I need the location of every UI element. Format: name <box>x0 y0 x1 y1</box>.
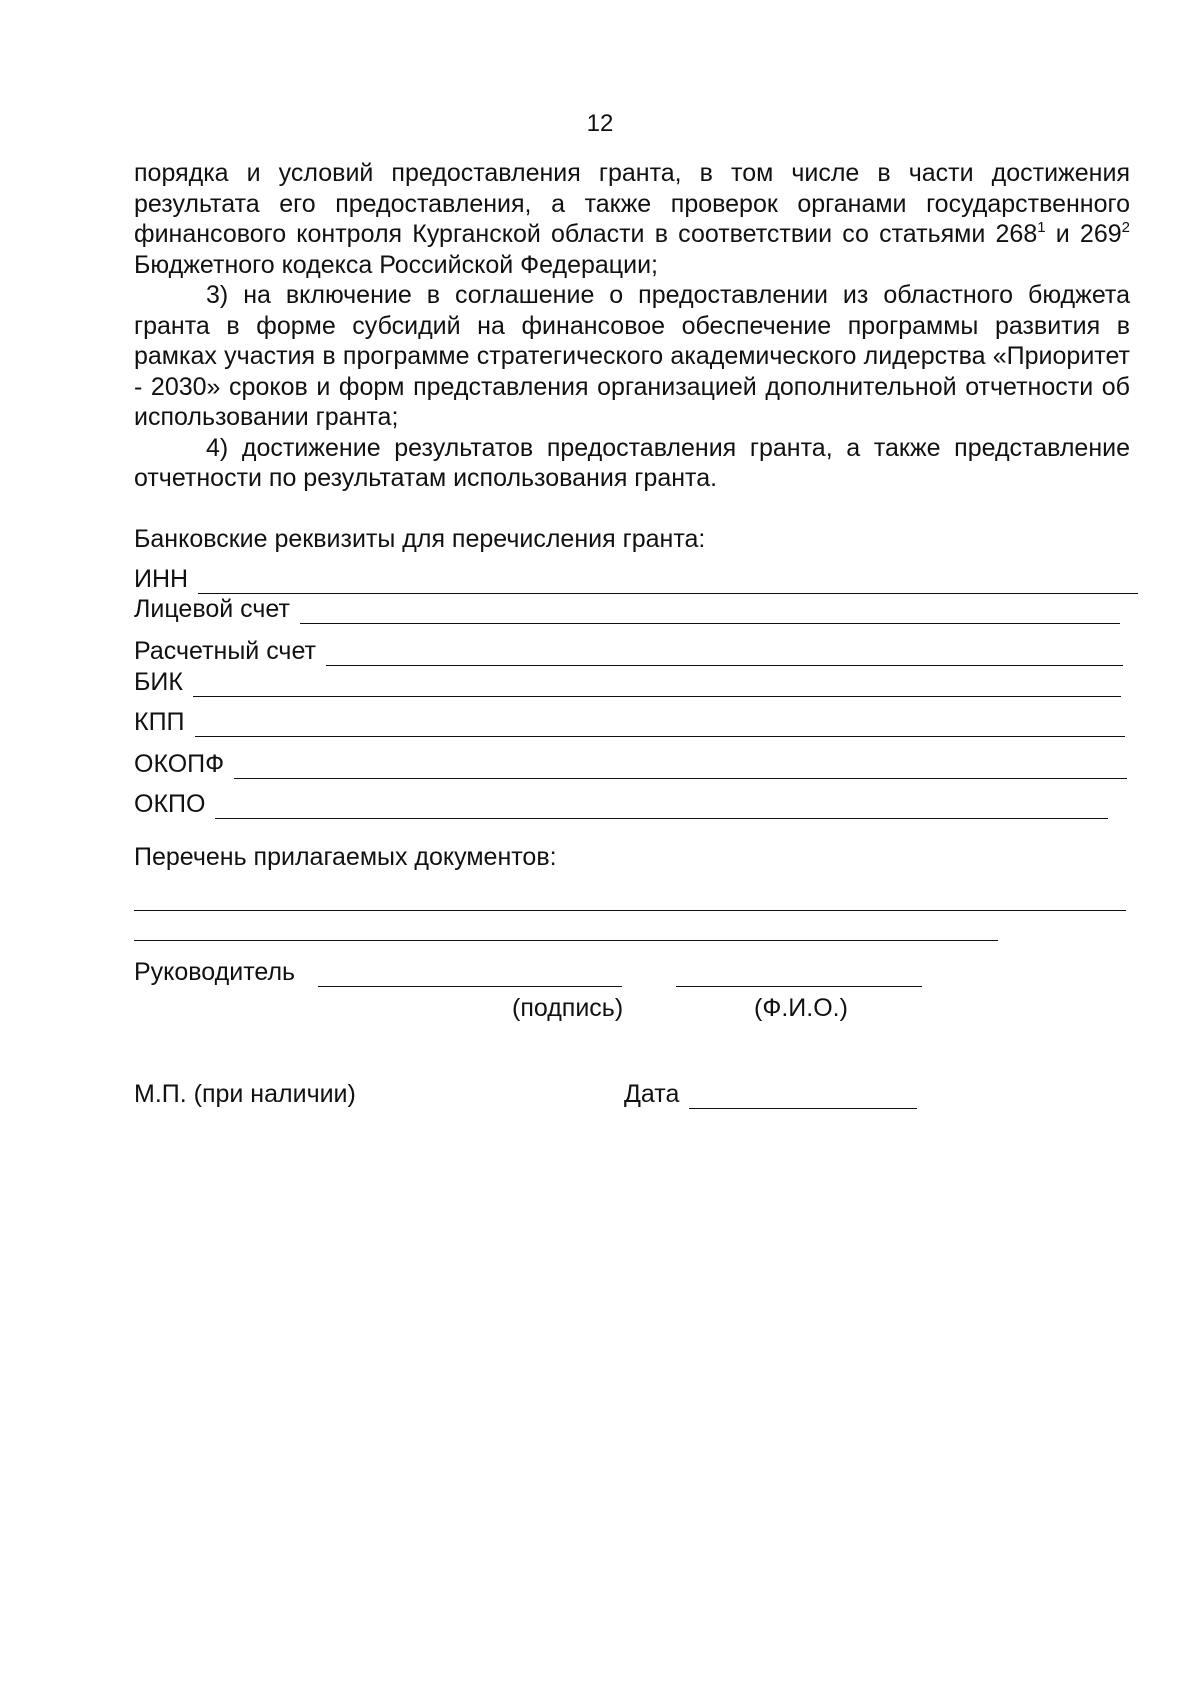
date-label: Дата <box>624 1080 680 1108</box>
documents-line-1[interactable] <box>134 910 1126 911</box>
field-bik <box>134 668 1121 697</box>
field-okopf <box>134 750 1127 779</box>
date-line[interactable] <box>689 1108 917 1109</box>
field-personal-account <box>134 595 1120 624</box>
field-okopf-line[interactable] <box>234 756 1127 779</box>
paragraph-1 <box>134 158 1130 280</box>
signature-line[interactable] <box>318 986 622 987</box>
field-bik-line[interactable] <box>193 674 1121 697</box>
field-settlement-account <box>134 637 1123 666</box>
paragraph-1-text: порядка и условий предоставления гранта, в том числе в части достижения результата его предоставления, а также проверок органами государственного финансового контроля Курганской области в соответствии со статьями 268 <box>134 159 1130 248</box>
footnote-mark-2: 2 <box>1121 219 1130 236</box>
field-personal-account-line[interactable] <box>300 601 1120 624</box>
field-settlement-account-label: Расчетный счет <box>134 637 316 665</box>
documents-heading: Перечень прилагаемых документов: <box>134 843 557 871</box>
field-okpo <box>134 790 1108 819</box>
signature-label: Руководитель <box>134 958 296 986</box>
paragraph-2: 3) на включение в соглашение о предоставлении из областного бюджета гранта в форме субсидий на финансовое обеспечение программы развития в рамках участия в программе стратегического академического лидерства «Приоритет - 2030» сроков и форм представления организацией дополнительной отчетности об использовании гранта; <box>134 281 1130 431</box>
field-inn-line[interactable] <box>198 571 1138 594</box>
field-kpp-label: КПП <box>134 708 185 736</box>
body-text <box>134 158 1130 494</box>
field-inn-label: ИНН <box>134 565 189 593</box>
field-personal-account-label: Лицевой счет <box>134 595 290 623</box>
field-kpp-line[interactable] <box>195 714 1125 737</box>
field-inn <box>134 565 1138 594</box>
page-number: 12 <box>586 110 614 137</box>
documents-line-2[interactable] <box>134 940 998 941</box>
field-kpp <box>134 708 1125 737</box>
field-settlement-account-line[interactable] <box>326 643 1123 666</box>
name-line[interactable] <box>676 986 922 987</box>
bank-details-heading: Банковские реквизиты для перечисления гранта: <box>134 525 706 553</box>
paragraph-1-mid: и 269 <box>1045 220 1122 248</box>
field-bik-label: БИК <box>134 668 183 696</box>
paragraph-3: 4) достижение результатов предоставления гранта, а также представление отчетности по результатам использования гранта. <box>134 433 1130 492</box>
signature-caption: (подпись) <box>512 994 624 1022</box>
paragraph-1-end: Бюджетного кодекса Российской Федерации; <box>134 250 658 279</box>
footnote-mark-1: 1 <box>1037 219 1046 236</box>
field-okopf-label: ОКОПФ <box>134 750 225 778</box>
stamp-label: М.П. (при наличии) <box>134 1080 356 1108</box>
field-okpo-line[interactable] <box>215 796 1108 819</box>
field-okpo-label: ОКПО <box>134 790 206 818</box>
name-caption: (Ф.И.О.) <box>754 994 848 1022</box>
